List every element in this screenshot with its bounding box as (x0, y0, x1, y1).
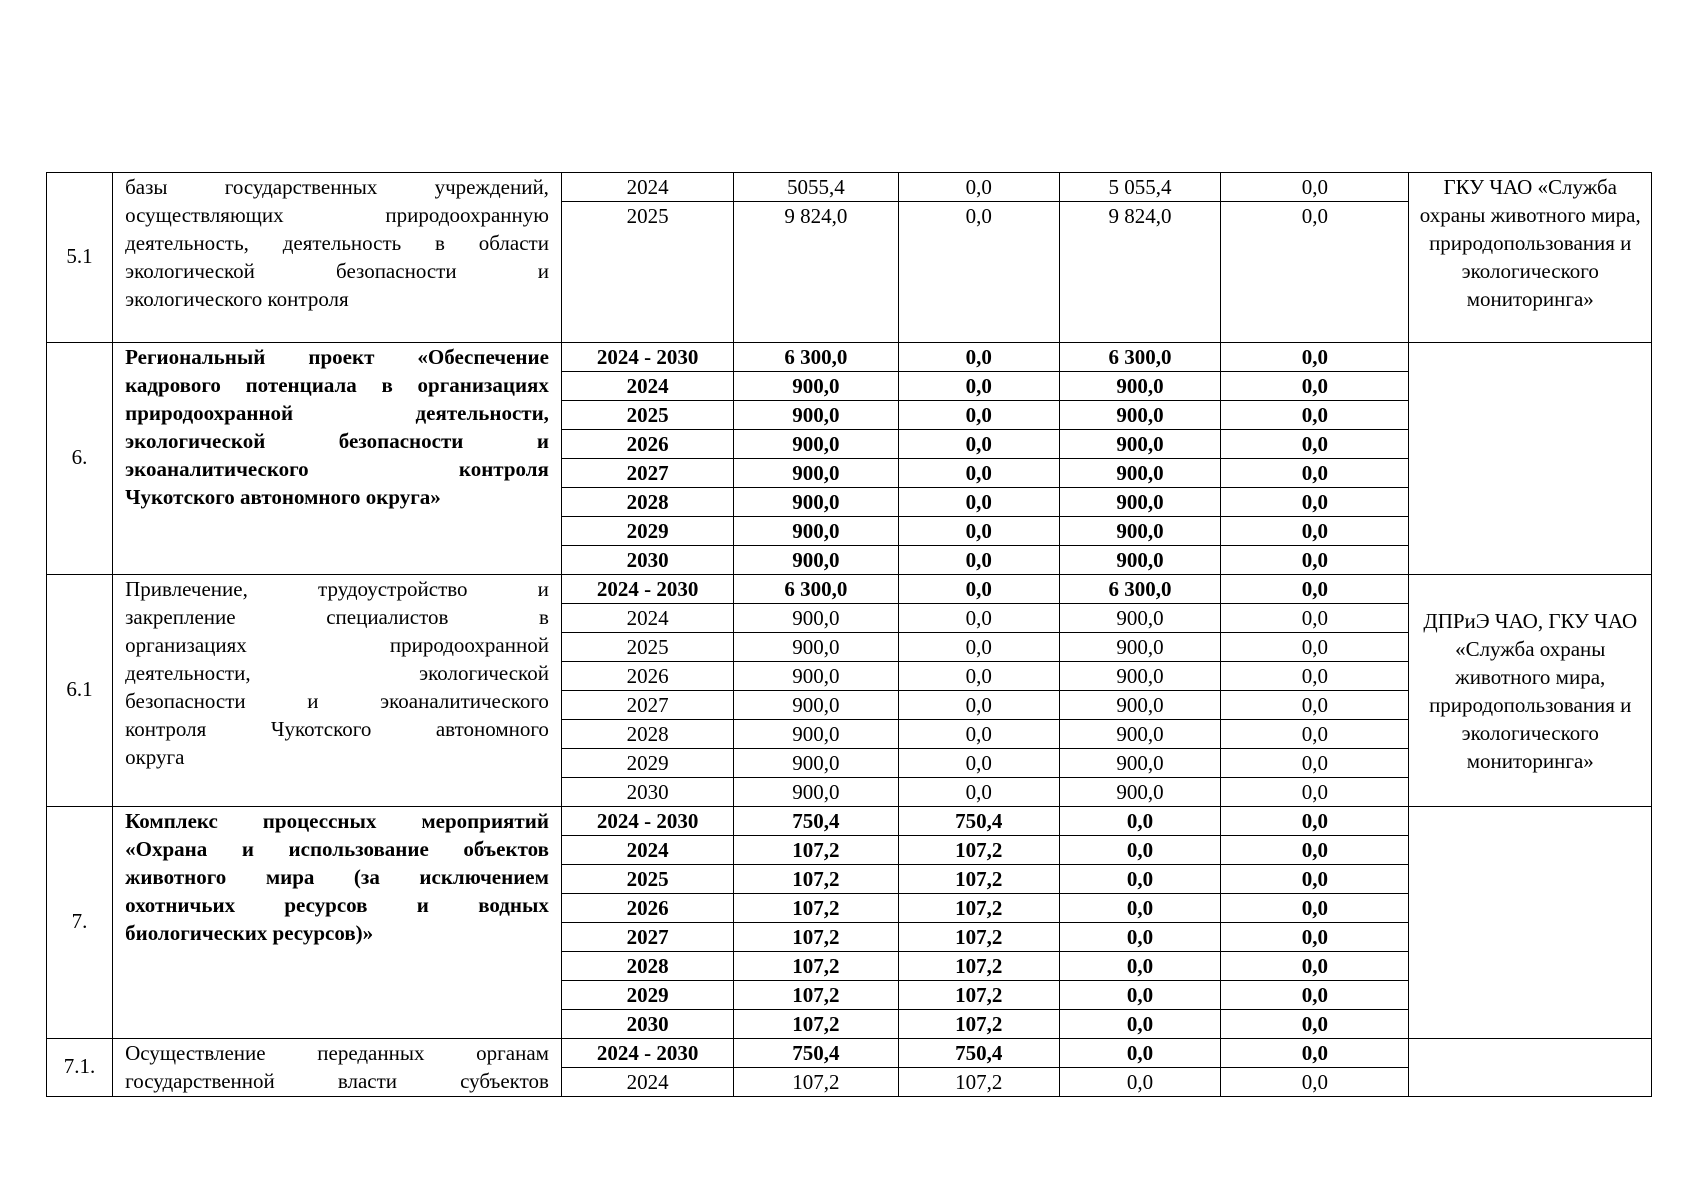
row-title-line: экологической безопасности и (125, 429, 549, 453)
row-number-text: 5.1 (66, 243, 93, 268)
cell-fed: 0,0 (898, 749, 1059, 778)
cell-other: 0,0 (1221, 1010, 1409, 1039)
cell-year: 2029 (561, 749, 733, 778)
cell-reg: 0,0 (1059, 923, 1220, 952)
cell-fed: 107,2 (898, 952, 1059, 981)
cell-reg: 900,0 (1059, 517, 1220, 546)
financing-table (46, 172, 1652, 1097)
cell-reg: 0,0 (1059, 807, 1220, 836)
row-title-line: экоаналитического контроля (125, 457, 549, 481)
cell-reg: 900,0 (1059, 546, 1220, 575)
row-title-line: животного мира (за исключением (125, 865, 549, 889)
cell-total: 6 300,0 (734, 575, 898, 604)
cell-total: 750,4 (734, 1039, 898, 1068)
table-row (47, 173, 1652, 202)
cell-total: 9 824,0 (734, 202, 898, 343)
cell-reg: 5 055,4 (1059, 173, 1220, 202)
cell-year: 2024 (561, 836, 733, 865)
row-title-line: осуществляющих природоохранную (125, 203, 549, 227)
cell-other: 0,0 (1221, 459, 1409, 488)
row-title (113, 343, 562, 575)
cell-other: 0,0 (1221, 1068, 1409, 1097)
cell-reg: 0,0 (1059, 865, 1220, 894)
row-number (47, 1039, 113, 1097)
row-title-line: кадрового потенциала в организациях (125, 373, 549, 397)
row-title-line: экологического контроля (125, 287, 349, 311)
cell-fed: 107,2 (898, 865, 1059, 894)
cell-reg: 900,0 (1059, 662, 1220, 691)
cell-other: 0,0 (1221, 1039, 1409, 1068)
cell-year: 2027 (561, 459, 733, 488)
row-title-line: охотничьих ресурсов и водных (125, 893, 549, 917)
row-title-line: государственной власти субъектов (125, 1069, 549, 1093)
cell-other: 0,0 (1221, 720, 1409, 749)
cell-year: 2024 (561, 372, 733, 401)
row-number-text: 7.1. (63, 1053, 96, 1078)
cell-total: 900,0 (734, 662, 898, 691)
cell-fed: 0,0 (898, 691, 1059, 720)
cell-fed: 0,0 (898, 343, 1059, 372)
cell-year: 2026 (561, 894, 733, 923)
cell-fed: 0,0 (898, 575, 1059, 604)
cell-reg: 900,0 (1059, 430, 1220, 459)
cell-other: 0,0 (1221, 546, 1409, 575)
row-title-line: контроля Чукотского автономного (125, 717, 549, 741)
cell-other: 0,0 (1221, 488, 1409, 517)
row-title (113, 173, 562, 343)
cell-reg: 900,0 (1059, 691, 1220, 720)
cell-fed: 107,2 (898, 1068, 1059, 1097)
cell-total: 107,2 (734, 1010, 898, 1039)
cell-reg: 0,0 (1059, 952, 1220, 981)
cell-year: 2030 (561, 546, 733, 575)
cell-other: 0,0 (1221, 691, 1409, 720)
cell-fed: 0,0 (898, 778, 1059, 807)
cell-year: 2030 (561, 1010, 733, 1039)
cell-year: 2025 (561, 401, 733, 430)
row-number (47, 575, 113, 807)
cell-other: 0,0 (1221, 778, 1409, 807)
row-title-line: Комплекс процессных мероприятий (125, 809, 549, 833)
row-title-line: закрепление специалистов в (125, 605, 549, 629)
cell-total: 900,0 (734, 517, 898, 546)
table-row (47, 575, 1652, 604)
cell-year: 2029 (561, 981, 733, 1010)
cell-year: 2024 (561, 173, 733, 202)
cell-other: 0,0 (1221, 633, 1409, 662)
cell-year: 2024 (561, 604, 733, 633)
cell-other: 0,0 (1221, 894, 1409, 923)
cell-fed: 0,0 (898, 372, 1059, 401)
cell-reg: 0,0 (1059, 981, 1220, 1010)
cell-other: 0,0 (1221, 401, 1409, 430)
cell-reg: 9 824,0 (1059, 202, 1220, 343)
cell-fed: 107,2 (898, 836, 1059, 865)
cell-other: 0,0 (1221, 202, 1409, 343)
cell-year: 2030 (561, 778, 733, 807)
cell-reg: 0,0 (1059, 894, 1220, 923)
row-title-line: деятельность, деятельность в области (125, 231, 549, 255)
cell-total: 107,2 (734, 894, 898, 923)
cell-reg: 0,0 (1059, 1068, 1220, 1097)
cell-other: 0,0 (1221, 430, 1409, 459)
cell-total: 900,0 (734, 401, 898, 430)
row-title-line: Чукотского автономного округа» (125, 485, 441, 509)
cell-reg: 900,0 (1059, 633, 1220, 662)
cell-fed: 107,2 (898, 894, 1059, 923)
cell-total: 900,0 (734, 430, 898, 459)
cell-reg: 0,0 (1059, 836, 1220, 865)
cell-fed: 0,0 (898, 173, 1059, 202)
cell-fed: 0,0 (898, 202, 1059, 343)
cell-fed: 0,0 (898, 604, 1059, 633)
cell-year: 2024 - 2030 (561, 575, 733, 604)
cell-year: 2027 (561, 691, 733, 720)
cell-year: 2026 (561, 662, 733, 691)
cell-total: 900,0 (734, 720, 898, 749)
cell-total: 107,2 (734, 1068, 898, 1097)
cell-year: 2024 (561, 1068, 733, 1097)
table-body (47, 173, 1652, 1097)
cell-year: 2025 (561, 865, 733, 894)
cell-fed: 0,0 (898, 401, 1059, 430)
cell-total: 107,2 (734, 836, 898, 865)
row-title (113, 807, 562, 1039)
cell-year: 2028 (561, 952, 733, 981)
row-title-line: биологических ресурсов)» (125, 921, 374, 945)
row-title-line: природоохранной деятельности, (125, 401, 549, 425)
cell-year: 2029 (561, 517, 733, 546)
cell-reg: 6 300,0 (1059, 343, 1220, 372)
row-number-text: 6. (71, 444, 88, 469)
row-title-line: Привлечение, трудоустройство и (125, 577, 549, 601)
cell-other: 0,0 (1221, 604, 1409, 633)
cell-year: 2025 (561, 633, 733, 662)
cell-year: 2028 (561, 720, 733, 749)
cell-reg: 0,0 (1059, 1010, 1220, 1039)
cell-fed: 0,0 (898, 546, 1059, 575)
cell-fed: 0,0 (898, 488, 1059, 517)
cell-fed: 0,0 (898, 517, 1059, 546)
cell-year: 2028 (561, 488, 733, 517)
cell-fed: 0,0 (898, 633, 1059, 662)
cell-other: 0,0 (1221, 807, 1409, 836)
cell-reg: 900,0 (1059, 604, 1220, 633)
cell-total: 5055,4 (734, 173, 898, 202)
cell-year: 2025 (561, 202, 733, 343)
executor: ГКУ ЧАО «Служба охраны животного мира, природопользования и экологического мониторинга» (1409, 173, 1652, 343)
cell-total: 900,0 (734, 778, 898, 807)
cell-fed: 0,0 (898, 662, 1059, 691)
cell-other: 0,0 (1221, 372, 1409, 401)
cell-reg: 900,0 (1059, 749, 1220, 778)
row-number (47, 343, 113, 575)
cell-total: 900,0 (734, 691, 898, 720)
row-title-line: безопасности и экоаналитического (125, 689, 549, 713)
cell-reg: 900,0 (1059, 720, 1220, 749)
cell-fed: 0,0 (898, 430, 1059, 459)
cell-total: 900,0 (734, 633, 898, 662)
cell-fed: 0,0 (898, 720, 1059, 749)
cell-reg: 6 300,0 (1059, 575, 1220, 604)
cell-reg: 900,0 (1059, 372, 1220, 401)
cell-total: 900,0 (734, 546, 898, 575)
row-number-text: 7. (71, 908, 88, 933)
table-row (47, 343, 1652, 372)
row-title-line: «Охрана и использование объектов (125, 837, 549, 861)
cell-year: 2024 - 2030 (561, 343, 733, 372)
row-title-line: Региональный проект «Обеспечение (125, 345, 549, 369)
cell-total: 900,0 (734, 604, 898, 633)
executor: ДПРиЭ ЧАО, ГКУ ЧАО «Служба охраны животного мира, природопользования и экологического мониторинга» (1409, 575, 1652, 807)
cell-total: 900,0 (734, 372, 898, 401)
row-title-line: округа (125, 745, 185, 769)
executor (1409, 1039, 1652, 1097)
cell-other: 0,0 (1221, 952, 1409, 981)
row-title-line: базы государственных учреждений, (125, 175, 549, 199)
row-title-line: деятельности, экологической (125, 661, 549, 685)
cell-fed: 107,2 (898, 923, 1059, 952)
row-title-line: экологической безопасности и (125, 259, 549, 283)
cell-fed: 750,4 (898, 807, 1059, 836)
cell-reg: 900,0 (1059, 488, 1220, 517)
cell-other: 0,0 (1221, 173, 1409, 202)
cell-total: 107,2 (734, 923, 898, 952)
row-number-text: 6.1 (66, 676, 93, 701)
cell-total: 900,0 (734, 459, 898, 488)
row-number (47, 807, 113, 1039)
executor (1409, 343, 1652, 575)
cell-total: 6 300,0 (734, 343, 898, 372)
cell-fed: 107,2 (898, 981, 1059, 1010)
table-row (47, 1039, 1652, 1068)
cell-fed: 0,0 (898, 459, 1059, 488)
executor (1409, 807, 1652, 1039)
cell-other: 0,0 (1221, 865, 1409, 894)
cell-other: 0,0 (1221, 836, 1409, 865)
cell-other: 0,0 (1221, 343, 1409, 372)
cell-total: 900,0 (734, 749, 898, 778)
cell-total: 750,4 (734, 807, 898, 836)
cell-other: 0,0 (1221, 981, 1409, 1010)
row-title (113, 1039, 562, 1097)
cell-other: 0,0 (1221, 517, 1409, 546)
cell-reg: 0,0 (1059, 1039, 1220, 1068)
cell-total: 900,0 (734, 488, 898, 517)
cell-year: 2024 - 2030 (561, 1039, 733, 1068)
table-row (47, 807, 1652, 836)
cell-other: 0,0 (1221, 575, 1409, 604)
cell-fed: 107,2 (898, 1010, 1059, 1039)
cell-reg: 900,0 (1059, 401, 1220, 430)
cell-year: 2026 (561, 430, 733, 459)
row-title-line: организациях природоохранной (125, 633, 549, 657)
cell-year: 2024 - 2030 (561, 807, 733, 836)
cell-other: 0,0 (1221, 662, 1409, 691)
row-title (113, 575, 562, 807)
cell-reg: 900,0 (1059, 778, 1220, 807)
cell-other: 0,0 (1221, 923, 1409, 952)
row-number (47, 173, 113, 343)
row-title-line: Осуществление переданных органам (125, 1041, 549, 1065)
cell-total: 107,2 (734, 865, 898, 894)
cell-reg: 900,0 (1059, 459, 1220, 488)
cell-total: 107,2 (734, 952, 898, 981)
cell-other: 0,0 (1221, 749, 1409, 778)
cell-year: 2027 (561, 923, 733, 952)
cell-fed: 750,4 (898, 1039, 1059, 1068)
cell-total: 107,2 (734, 981, 898, 1010)
